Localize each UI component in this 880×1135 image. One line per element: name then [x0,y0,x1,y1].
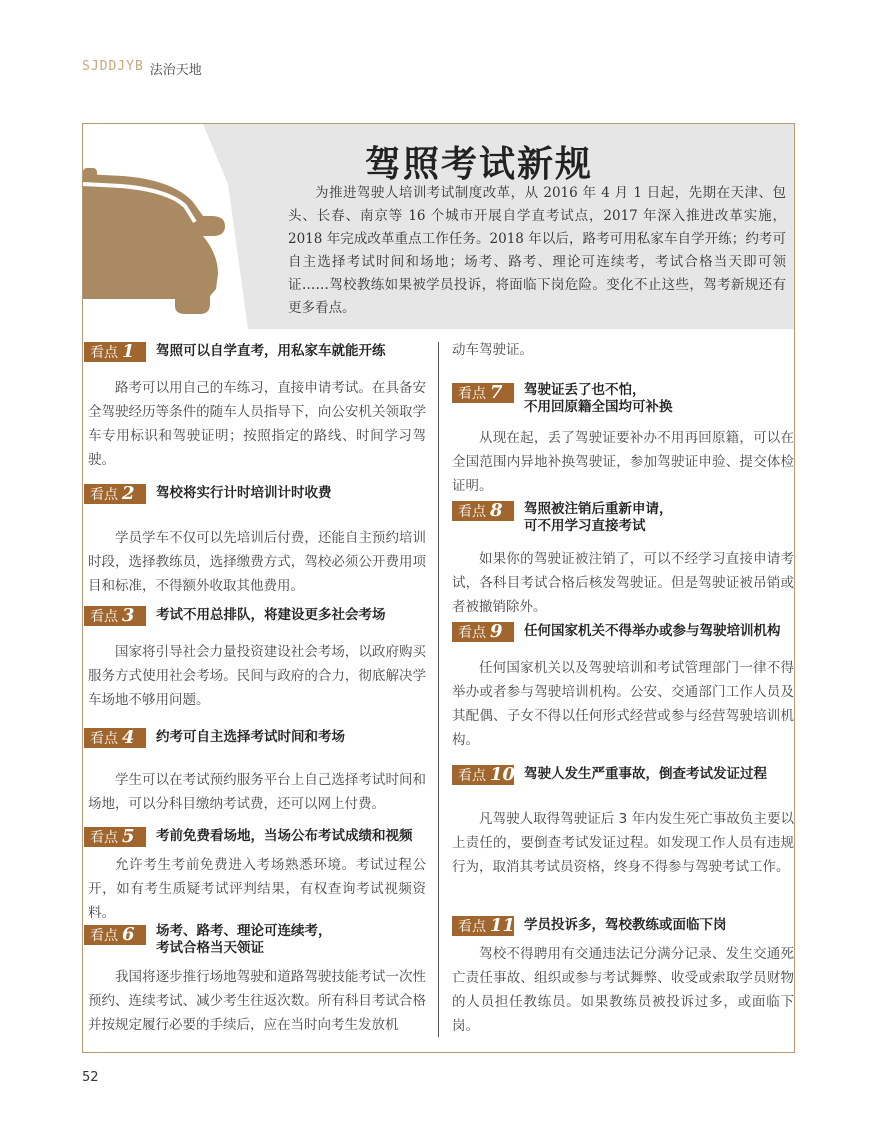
point-tag: 看点 2 [84,484,146,504]
point-3 [84,606,426,712]
point-9 [452,622,794,752]
point-body: 任何国家机关以及驾驶培训和考试管理部门一律不得举办或者参与驾驶培训机构。公安、交通部门工作人员及其配偶、子女不得以任何形式经营或参与经营驾驶培训机构。 [452,660,794,748]
point-body: 允许考生考前免费进入考场熟悉环境。考试过程公开，如有考生质疑考试评判结果，有权查询考试视频资料。 [88,857,426,921]
running-header [82,59,202,78]
point-heading: 驾照被注销后重新申请， 可不用学习直接考试 [524,501,673,534]
point-heading: 学员投诉多，驾校教练或面临下岗 [524,917,727,933]
point-body: 驾校不得聘用有交通违法记分满分记录、发生交通死亡责任事故、组织或参与考试舞弊、收受或索取学员财物的人员担任教练员。如果教练员被投诉过多，或面临下岗。 [452,946,794,1034]
point-body: 国家将引导社会力量投资建设社会考场，以政府购买服务方式使用社会考场。民间与政府的合力，彻底解决学车场地不够用问题。 [88,644,426,708]
point-7 [452,381,794,498]
point-body: 学员学车不仅可以先培训后付费，还能自主预约培训时段，选择教练员，选择缴费方式，驾校必须公开费用项目和标准，不得额外收取其他费用。 [88,530,426,594]
article-title: 驾照考试新规 [364,144,593,185]
point-heading: 任何国家机关不得举办或参与驾驶培训机构 [524,623,781,639]
point-body: 学生可以在考试预约服务平台上自己选择考试时间和场地，可以分科目缴纳考试费，还可以网上付费。 [88,772,426,812]
point-heading: 驾驶证丢了也不怕， 不用回原籍全国均可补换 [524,382,673,415]
point-tag: 看点 10 [452,765,514,785]
point-tag: 看点 1 [84,342,146,362]
point-11 [452,916,794,1038]
point-heading: 驾校将实行计时培训计时收费 [156,485,332,501]
magazine-code: SJDDJYB [82,59,144,74]
point-10 [452,765,794,879]
point-body: 如果你的驾驶证被注销了，可以不经学习直接申请考试，各科目考试合格后核发驾驶证。但是驾驶证被吊销或者被撤销除外。 [452,551,794,615]
carryover-text: 动车驾驶证。 [452,342,533,358]
point-body: 我国将逐步推行场地驾驶和道路驾驶技能考试一次性预约、连续考试、减少考生往返次数。所有科目考试合格并按规定履行必要的手续后，应在当时向考生发放机 [88,969,426,1033]
point-1 [84,342,426,472]
column-divider [438,342,439,1037]
point-5 [84,827,426,925]
point-heading: 考试不用总排队，将建设更多社会考场 [156,607,386,623]
point-8 [452,500,794,619]
point-heading: 约考可自主选择考试时间和考场 [156,729,345,745]
point-tag: 看点 9 [452,622,514,642]
point-body: 路考可以用自己的车练习，直接申请考试。在具备安全驾驶经历等条件的随车人员指导下，向公安机关领取学车专用标识和驾驶证明；按照指定的路线、时间学习驾驶。 [88,380,426,468]
point-tag: 看点 5 [84,827,146,847]
point-2 [84,484,426,598]
article-intro: 为推进驾驶人培训考试制度改革，从 2016 年 4 月 1 日起，先期在天津、包头、长春、南京等 16 个城市开展自学直考试点，2017 年深入推进改革实施，2018 年完成改革重点工作任务。2018 年以后，路考可用私家车自学开练；约考可自主选择考试时间和场地；场考、路考、理论可连续考，考试合格当天即可领证……驾校教练如果被学员投诉，将面临下岗危险。变化不止这些，驾考新规还有更多看点。 [288,185,786,316]
page-number: 52 [82,1070,99,1085]
point-heading: 考前免费看场地，当场公布考试成绩和视频 [156,828,413,844]
point-heading: 驾照可以自学直考，用私家车就能开练 [156,343,386,359]
point-tag: 看点 3 [84,606,146,626]
point-tag: 看点 4 [84,728,146,748]
point-4 [84,728,426,816]
point-heading: 驾驶人发生严重事故，倒查考试发证过程 [524,766,767,782]
point-tag: 看点 8 [452,501,514,521]
point-tag: 看点 11 [452,916,514,936]
point-tag: 看点 6 [84,925,146,945]
point-tag: 看点 7 [452,383,514,403]
point-6 [84,922,426,1037]
point-body: 凡驾驶人取得驾驶证后 3 年内发生死亡事故负主要以上责任的，要倒查考试发证过程。如发现工作人员有违规行为，取消其考试员资格，终身不得参与驾驶考试工作。 [452,811,794,875]
point-heading: 场考、路考、理论可连续考， 考试合格当天领证 [156,923,332,956]
point-body: 从现在起，丢了驾驶证要补办不用再回原籍，可以在全国范围内异地补换驾驶证，参加驾驶证申验、提交体检证明。 [452,430,794,494]
section-name: 法治天地 [149,63,202,78]
